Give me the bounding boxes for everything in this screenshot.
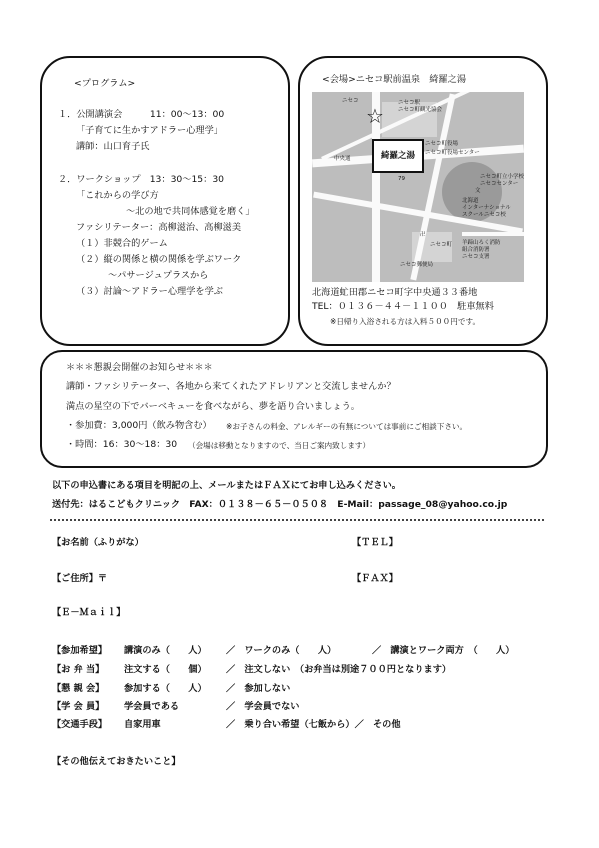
program-item2-sub2b: ～パサージュプラスから: [108, 270, 209, 281]
program-item2-sub3: （３）討論～アドラー心理学を学ぶ: [76, 286, 223, 297]
party-time-note: （会場は移動となりますので、当日ご案内致します）: [188, 441, 371, 450]
map-label-tourism: ニセコ町観光協会: [398, 107, 443, 113]
join-option-both[interactable]: ／ 講演とワーク両方 （ 人）: [372, 645, 515, 656]
program-item1-talk: 「子育てに生かすアドラー心理学」: [76, 125, 223, 136]
map-label-chuo: 中央通: [334, 156, 351, 162]
map-label-townhall: ニセコ町役場: [425, 141, 459, 147]
party-fee-note: ※お子さんの料金、アレルギーの有無については事前にご相談下さい。: [226, 422, 468, 431]
party-time: ・時間：16：30～18：30: [66, 439, 178, 450]
join-option-lecture[interactable]: 講演のみ（ 人）: [124, 645, 207, 656]
form-fax-field[interactable]: 【ＦＡＸ】: [352, 573, 398, 584]
program-item2-facilitators: ファシリテーター：高柳滋治、高柳滋美: [76, 222, 242, 233]
map-label-station: ニセコ駅: [398, 100, 421, 106]
venue-address: 北海道虻田郡ニセコ町字中央通３３番地: [312, 287, 478, 298]
program-item1-lecturer: 講師：山口育子氏: [76, 141, 150, 152]
party-line1: 講師・ファシリテーター、各地から来てくれたアドレリアンと交流しませんか？: [66, 381, 396, 392]
join-option-workshop[interactable]: ／ ワークのみ（ 人）: [226, 645, 337, 656]
bento-option-none[interactable]: ／ 注文しない （お弁当は別途７００円となります）: [226, 664, 452, 675]
transport-option-other[interactable]: ／ 乗り合い希望（七飯から）／ その他: [226, 719, 401, 730]
form-instruction: 以下の申込書にある項目を明記の上、メールまたはＦＡＸにてお申し込みください。: [52, 480, 401, 491]
program-item1-title: １．公開講演会 11：00～13：00: [58, 109, 225, 120]
form-send-to: 送付先：はるこどもクリニック FAX：０１３８－６５－０５０８ E-Mail：passage_08@yahoo.co.jp: [52, 499, 508, 510]
bento-label: 【お 弁 当】: [52, 664, 105, 675]
form-divider: [50, 519, 544, 521]
join-label: 【参加希望】: [52, 645, 108, 656]
party-option-decline[interactable]: ／ 参加しない: [226, 683, 291, 694]
form-email-field[interactable]: 【Ｅ－Ｍａｉｌ】: [52, 607, 126, 618]
member-label: 【学 会 員】: [52, 701, 105, 712]
map-callout: 綺羅之湯: [372, 139, 424, 173]
program-item2-sub1: （１）非競合的ゲーム: [76, 238, 168, 249]
map-label-fire1: 羊蹄山ろく消防: [462, 240, 501, 246]
party-label: 【懇 親 会】: [52, 683, 105, 694]
map-label-office: ニセコ町役場センター: [425, 150, 480, 156]
party-line2: 満点の星空の下でバーベキューを食べながら、夢を語り合いましょう。: [66, 401, 360, 412]
program-item2-theme1: 「これからの学び方: [76, 190, 159, 201]
map-label-school: ニセコ町立小学校: [480, 174, 525, 180]
transport-label: 【交通手段】: [52, 719, 108, 730]
map-label-center: ニセコセンター: [480, 181, 519, 187]
map-label-ch: ニセコ町: [430, 242, 453, 248]
map-label-fire3: ニセコ支署: [462, 254, 490, 260]
form-other-field[interactable]: 【その他伝えておきたいこと】: [52, 756, 181, 767]
member-option-yes[interactable]: 学会員である: [124, 701, 180, 712]
map-label-route: 79: [398, 176, 405, 182]
program-item2-theme2: ～北の地で共同体感覚を磨く」: [126, 206, 255, 217]
map-label-hokkaido3: スクールニセコ校: [462, 212, 506, 218]
party-heading: ＊＊＊懇親会開催のお知らせ＊＊＊: [66, 362, 213, 373]
map-label-post: ニセコ郵便局: [400, 262, 434, 268]
form-name-field[interactable]: 【お名前（ふりがな）: [52, 537, 144, 548]
map-label-torii: 卍: [420, 232, 426, 238]
bento-option-order[interactable]: 注文する（ 個）: [124, 664, 207, 675]
map-label-fire2: 組合消防署: [462, 247, 490, 253]
party-option-join[interactable]: 参加する（ 人）: [124, 683, 207, 694]
map-label-hokkaido1: 北海道: [462, 198, 479, 204]
map-label-niseko: ニセコ: [342, 98, 359, 104]
program-item2-sub2a: （２）縦の関係と横の関係を学ぶワーク: [76, 254, 242, 265]
member-option-no[interactable]: ／ 学会員でない: [226, 701, 300, 712]
transport-option-car[interactable]: 自家用車: [124, 719, 161, 730]
map-label-hokkaido2: インターナショナル: [462, 205, 511, 211]
map-label-bunka: 文: [475, 188, 481, 194]
venue-tel: TEL：０１３６－４４－１１００ 駐車無料: [312, 301, 494, 312]
venue-note: ※日帰り入浴される方は入料５００円です。: [330, 317, 481, 326]
program-item2-title: ２．ワークショップ 13：30～15：30: [58, 174, 225, 185]
venue-heading: <会場>ニセコ駅前温泉 綺羅之湯: [322, 74, 467, 85]
form-address-field[interactable]: 【ご住所】〒: [52, 573, 108, 584]
form-tel-field[interactable]: 【ＴＥＬ】: [352, 537, 398, 548]
program-heading: <プログラム>: [74, 78, 136, 89]
party-fee: ・参加費：3,000円（飲み物含む）: [66, 420, 212, 431]
location-star-icon: ☆: [366, 104, 384, 128]
